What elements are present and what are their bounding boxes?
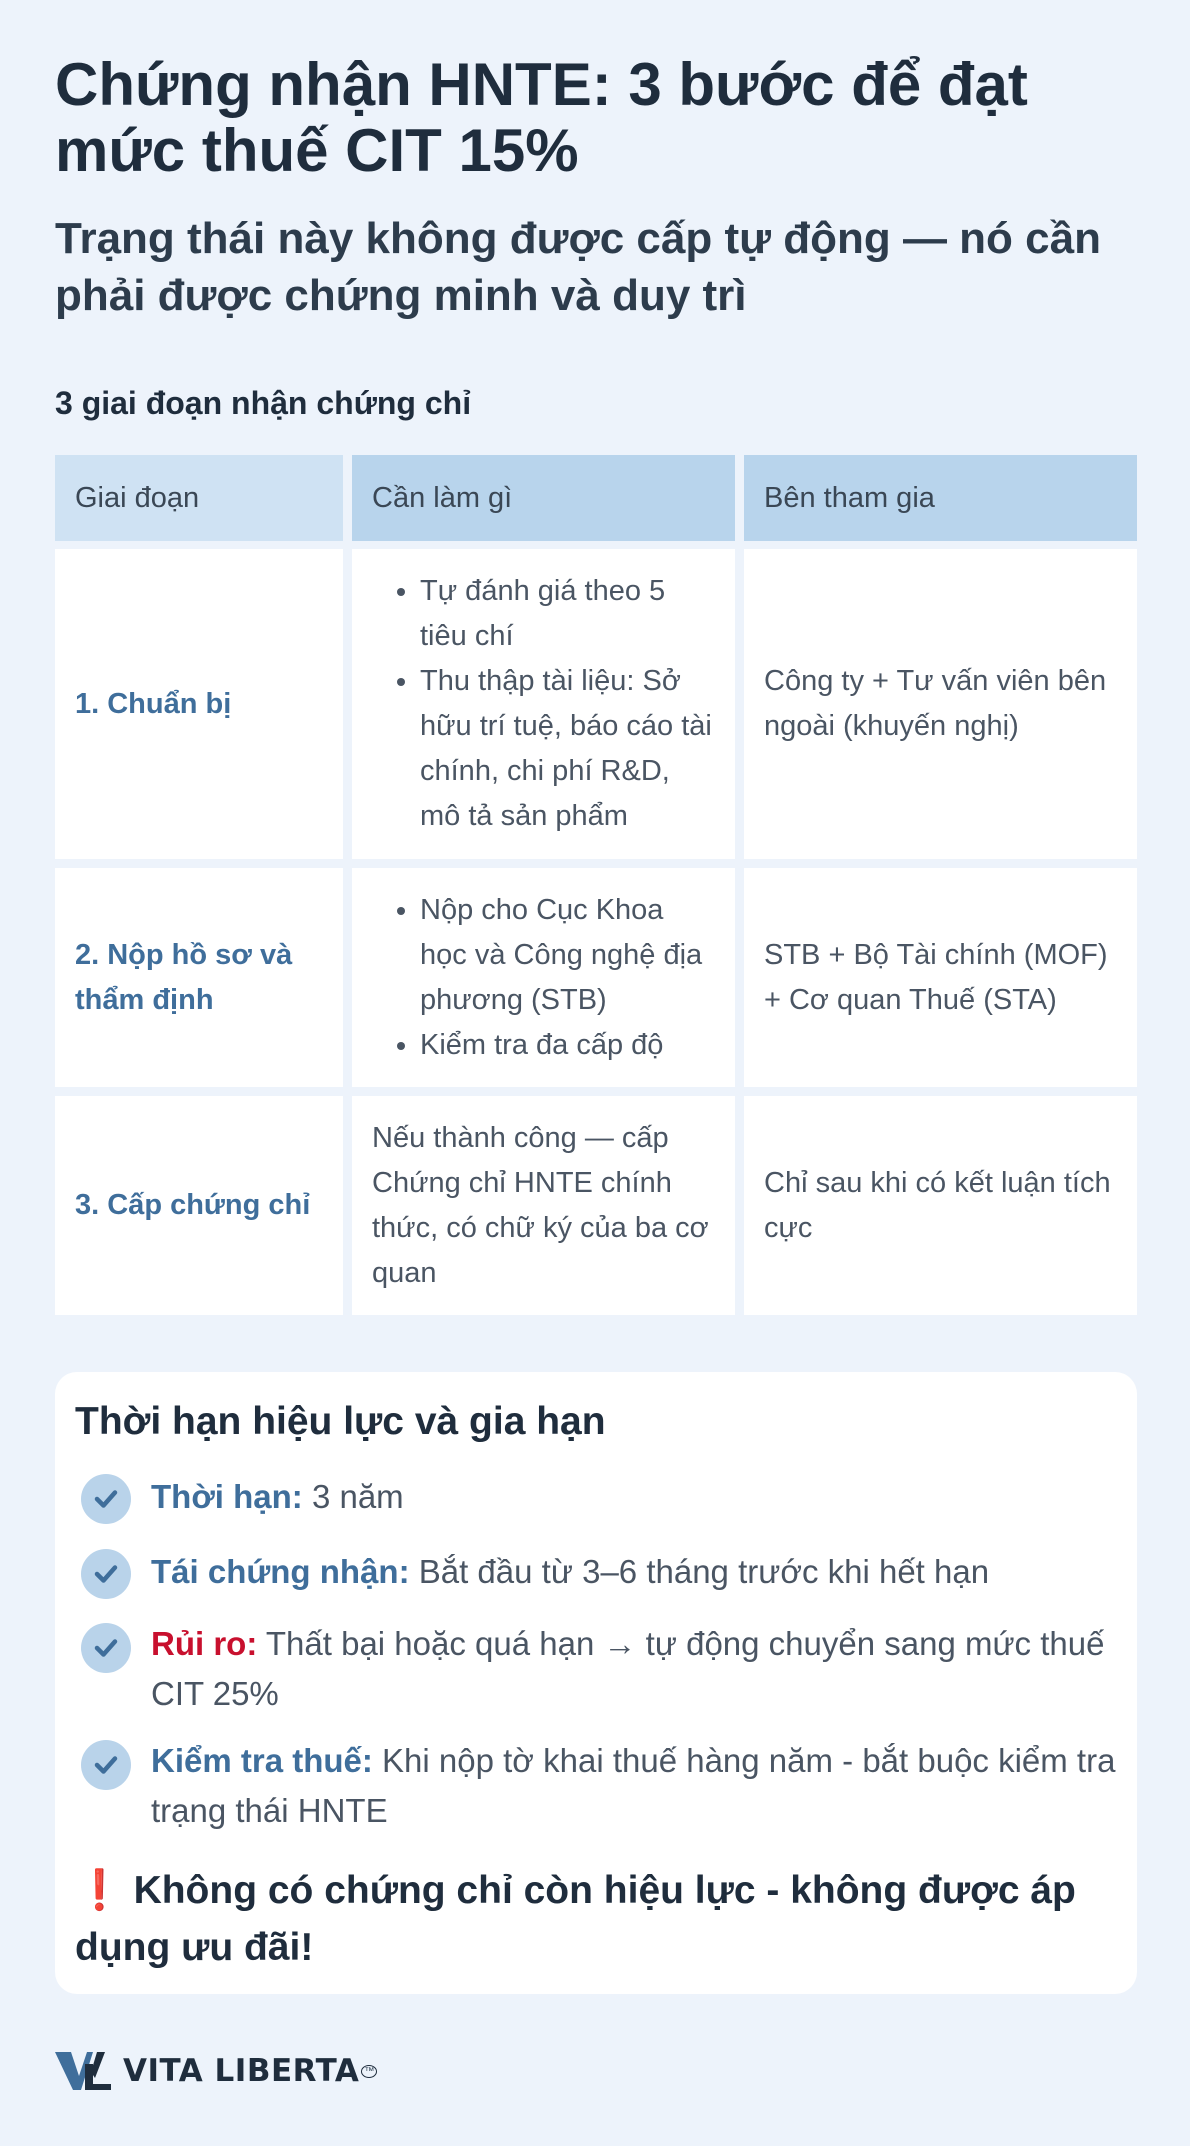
vita-liberta-logo-icon: [55, 2050, 113, 2092]
check-icon: [81, 1474, 131, 1524]
check-icon: [81, 1623, 131, 1673]
page-subtitle: Trạng thái này không được cấp tự động — nó cần phải được chứng minh và duy trì: [55, 214, 1101, 320]
task-list: [372, 569, 715, 839]
task-item: • Kiểm tra đa cấp độ: [420, 1023, 715, 1068]
risk-key: Rủi ro:: [151, 1625, 258, 1662]
validity-item-text: [151, 1472, 1121, 1522]
phase-cell: 2. Nộp hồ sơ và thẩm định: [55, 868, 343, 1087]
table-header-phase: Giai đoạn: [55, 455, 343, 541]
validity-item-text: [151, 1547, 1121, 1597]
warning-message: [75, 1862, 1115, 1976]
task-list: [372, 888, 715, 1068]
table-header-tasks: Cần làm gì: [352, 455, 735, 541]
exclamation-icon: ❗: [75, 1869, 124, 1912]
validity-value: 3 năm: [302, 1478, 404, 1515]
table-section-label: 3 giai đoạn nhận chứng chỉ: [55, 385, 472, 421]
check-icon: [81, 1740, 131, 1790]
page-title: Chứng nhận HNTE: 3 bước để đạt mức thuế CIT 15%: [55, 51, 1028, 184]
validity-key: Kiểm tra thuế:: [151, 1742, 373, 1779]
warning-text: Không có chứng chỉ còn hiệu lực - không được áp dụng ưu đãi!: [75, 1869, 1076, 1969]
participants-cell: Công ty + Tư vấn viên bên ngoài (khuyến nghị): [744, 549, 1137, 859]
phase-cell: 3. Cấp chứng chỉ: [55, 1096, 343, 1315]
validity-item-text: [151, 1619, 1121, 1719]
validity-value: Khi nộp tờ khai thuế hàng năm - bắt buộc kiểm tra trạng thái HNTE: [151, 1742, 1116, 1829]
task-item: • Thu thập tài liệu: Sở hữu trí tuệ, báo cáo tài chính, chi phí R&D, mô tả sản phẩm: [420, 659, 715, 839]
brand-logo: [55, 2047, 377, 2095]
validity-key: Tái chứng nhận:: [151, 1553, 410, 1590]
validity-key: Thời hạn:: [151, 1478, 303, 1515]
participants-cell: STB + Bộ Tài chính (MOF) + Cơ quan Thuế (STA): [744, 868, 1137, 1087]
brand-name: VITA LIBERTA: [123, 2053, 360, 2089]
phase-cell: 1. Chuẩn bị: [55, 549, 343, 859]
table-row: [55, 549, 1137, 859]
table-header-participants: Bên tham gia: [744, 455, 1137, 541]
validity-item-text: [151, 1736, 1121, 1836]
validity-title: Thời hạn hiệu lực và gia hạn: [75, 1400, 606, 1443]
table-row: [55, 1096, 1137, 1315]
trademark-mark: ™: [361, 2065, 377, 2078]
validity-value: Thất bại hoặc quá hạn → tự động chuyển sang mức thuế CIT 25%: [151, 1625, 1105, 1712]
tasks-cell: [352, 549, 735, 859]
check-icon: [81, 1549, 131, 1599]
table-header-row: [55, 455, 1137, 541]
task-item: • Tự đánh giá theo 5 tiêu chí: [420, 569, 715, 659]
participants-cell: Chỉ sau khi có kết luận tích cực: [744, 1096, 1137, 1315]
validity-card: [55, 1372, 1137, 1994]
task-item: • Nộp cho Cục Khoa học và Công nghệ địa phương (STB): [420, 888, 715, 1023]
validity-value: Bắt đầu từ 3–6 tháng trước khi hết hạn: [409, 1553, 990, 1590]
table-row: [55, 868, 1137, 1087]
tasks-cell: Nếu thành công — cấp Chứng chỉ HNTE chính thức, có chữ ký của ba cơ quan: [352, 1096, 735, 1315]
tasks-cell: [352, 868, 735, 1087]
